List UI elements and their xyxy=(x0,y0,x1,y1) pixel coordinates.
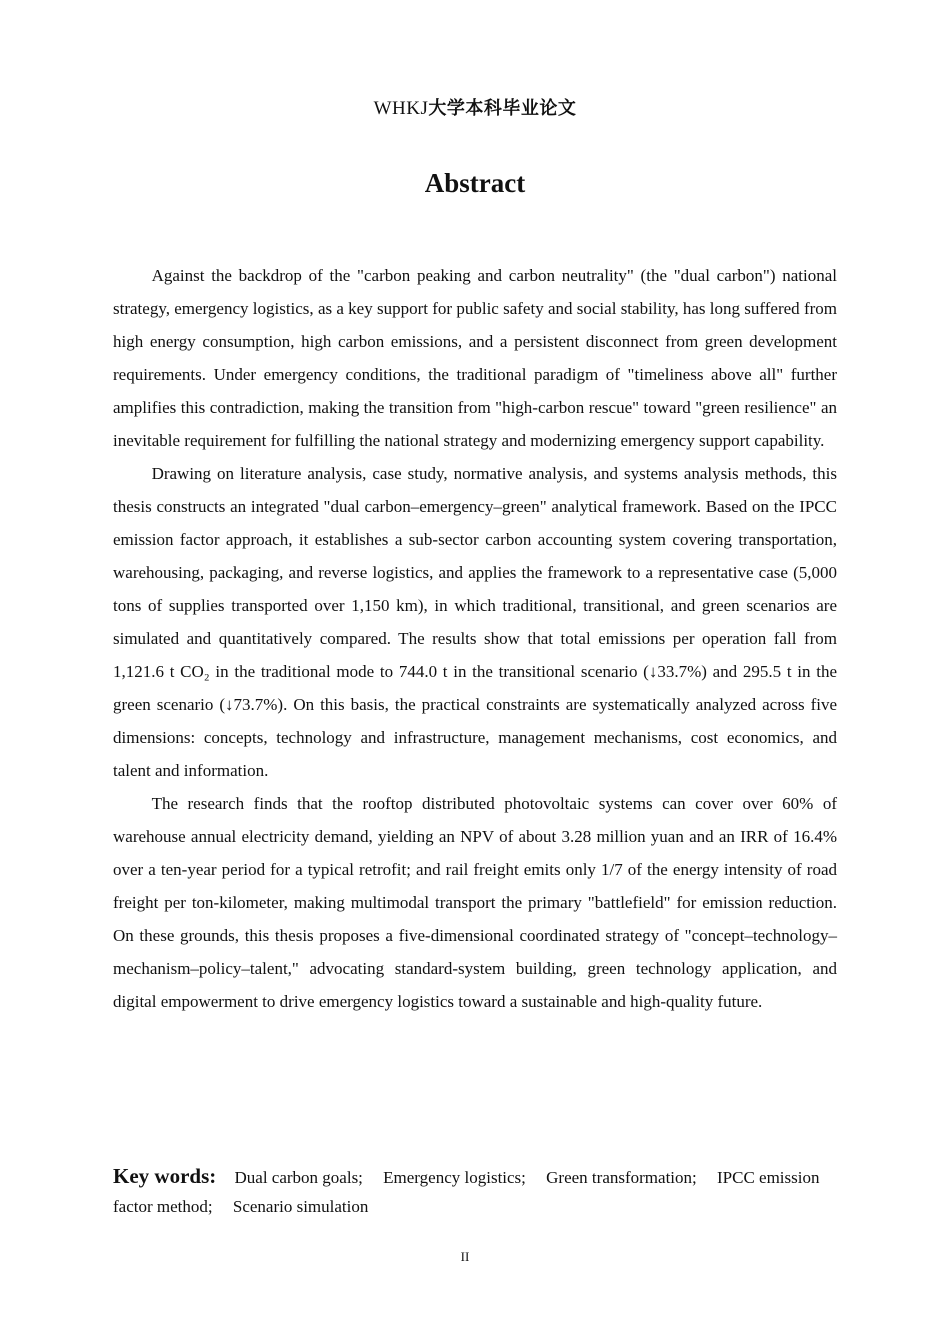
running-header xyxy=(0,94,950,120)
keyword-item: Dual carbon goals; xyxy=(234,1168,363,1187)
abstract-paragraph-1: Against the backdrop of the "carbon peaking and carbon neutrality" (the "dual carbon") national strategy, emergency logistics, as a key support for public safety and social stability, has long suffered from high energy consumption, high carbon emissions, and a persistent disconnect from green development requirements. Under emergency conditions, the traditional paradigm of "timeliness above all" further amplifies this contradiction, making the transition from "high-carbon rescue" toward "green resilience" an inevitable requirement for fulfilling the national strategy and modernizing emergency support capability. xyxy=(113,266,837,450)
abstract-paragraph-3: The research finds that the rooftop distributed photovoltaic systems can cover over 60% of warehouse annual electricity demand, yielding an NPV of about 3.28 million yuan and an IRR of 16.4% over a ten-year period for a typical retrofit; and rail freight emits only 1/7 of the energy intensity of road freight per ton-kilometer, making multimodal transport the primary "battlefield" for emission reduction. On these grounds, this thesis proposes a five-dimensional coordinated strategy of "concept–technology–mechanism–policy–talent," advocating standard-system building, green technology application, and digital empowerment to drive emergency logistics toward a sustainable and high-quality future. xyxy=(113,794,837,1011)
keyword-item: Scenario simulation xyxy=(232,1197,369,1216)
keyword-item: Emergency logistics; xyxy=(383,1168,526,1187)
header-chinese: 大学本科毕业论文 xyxy=(428,98,577,119)
page-title: Abstract xyxy=(424,168,526,198)
page-number: II xyxy=(460,1249,470,1264)
abstract-body xyxy=(113,259,837,1018)
keywords-label: Key words: xyxy=(113,1164,217,1188)
keyword-item: IPCC emission factor method; xyxy=(113,1168,820,1216)
keyword-item: Green transformation; xyxy=(546,1168,697,1187)
keywords-section xyxy=(113,1162,837,1221)
header-latin: WHKJ xyxy=(373,98,429,119)
abstract-paragraph-2: Drawing on literature analysis, case study, normative analysis, and systems analysis methods, this thesis constructs an integrated "dual carbon–emergency–green" analytical framework. Based on the IPCC emission factor approach, it establishes a sub-sector carbon accounting system covering transportation, warehousing, packaging, and reverse logistics, and applies the framework to a representative case (5,000 tons of supplies transported over 1,150 km), in which traditional, transitional, and green scenarios are simulated and quantitatively compared. The results show that total emissions per operation fall from 1,121.6 t CO₂ in the traditional mode to 744.0 t in the transitional scenario (↓33.7%) and 295.5 t in the green scenario (↓73.7%). On this basis, the practical constraints are systematically analyzed across five dimensions: concepts, technology and infrastructure, management mechanisms, cost economics, and talent and information. xyxy=(113,464,837,780)
